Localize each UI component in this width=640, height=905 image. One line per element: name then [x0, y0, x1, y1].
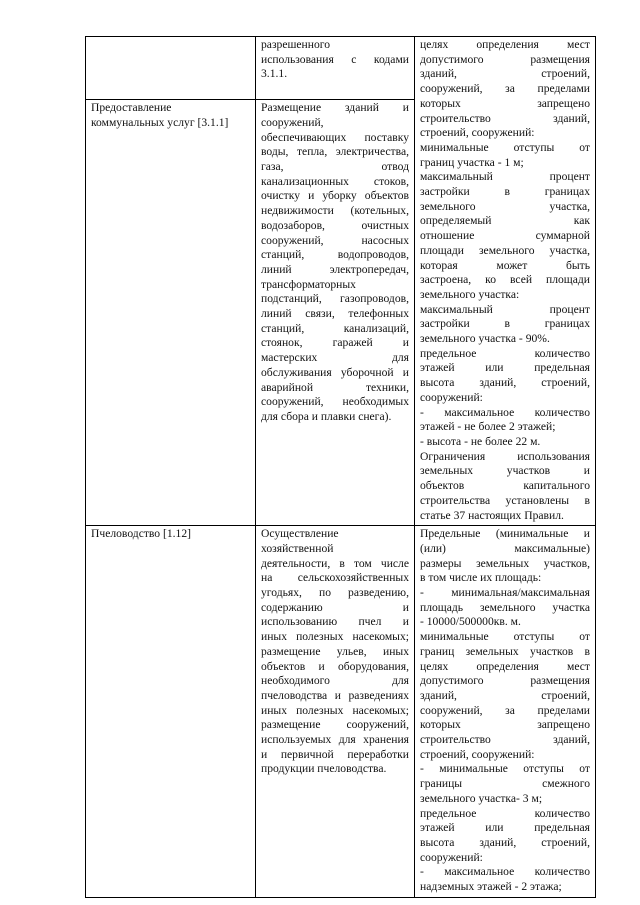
text-line: Пчеловодство [1.12] — [91, 527, 192, 541]
text-line: статье 37 настоящих Правил. — [420, 508, 564, 522]
text-line: линий электропередач, — [261, 262, 409, 276]
text-line: площади земельного участка, — [420, 243, 590, 257]
text-line: минимальные отступы от — [420, 140, 590, 154]
text-line: строений, сооружений: — [420, 747, 535, 761]
text-line: сооружений, за пределами — [420, 82, 590, 96]
land-use-parameters-cell — [415, 526, 596, 898]
text-line: которых запрещено — [420, 96, 590, 110]
parameter-paragraph — [420, 762, 590, 806]
text-line: строительства установлены в — [420, 493, 590, 507]
text-line: стоянок, гаражей и — [261, 336, 409, 350]
parameter-paragraph — [420, 406, 590, 435]
text-line: максимальный процент — [420, 302, 590, 316]
text-line: обслуживания уборочной и — [261, 365, 409, 379]
text-line: определяемый как — [420, 214, 590, 228]
text-line: предельное количество — [420, 346, 590, 360]
land-use-parameters-cell — [415, 37, 596, 526]
text-line: для сбора и плавки снега). — [261, 409, 392, 423]
text-line: максимальный процент — [420, 170, 590, 184]
text-line: надземных этажей - 2 этажа; — [420, 880, 562, 894]
text-line: размещение сооружений, — [261, 718, 409, 732]
text-line: сооружений, за пределами — [420, 703, 590, 717]
parameter-paragraph — [420, 38, 590, 141]
text-line: разрешенного — [261, 38, 331, 51]
text-line: очистку и уборку объектов — [261, 189, 409, 203]
text-line: хозяйственной — [261, 541, 334, 555]
text-line: Предоставление — [91, 101, 172, 115]
text-line: и первичной переработки — [261, 747, 409, 761]
text-line: трансформаторных — [261, 277, 356, 291]
parameter-paragraph — [420, 450, 590, 524]
text-line: сооружений: — [420, 390, 483, 404]
text-line: размеры земельных участков, — [420, 556, 590, 570]
text-line: - минимальная/максимальная — [420, 586, 590, 600]
text-line: площадь земельного участка — [420, 600, 590, 614]
land-use-name-cell — [86, 100, 256, 526]
text-line: линий связи, телефонных — [261, 307, 409, 321]
text-line: 3.1.1. — [261, 67, 288, 81]
text-line: границы смежного — [420, 777, 590, 791]
parameter-paragraph — [420, 586, 590, 630]
parameter-paragraph — [420, 527, 590, 586]
text-line: допустимого размещения — [420, 52, 590, 66]
text-line: коммунальных услуг [3.1.1] — [91, 115, 229, 129]
text-line: - 10000/500000кв. м. — [420, 615, 521, 629]
text-line: объектов и оборудования, — [261, 659, 409, 673]
text-line: станций, канализаций, — [261, 321, 409, 335]
text-line: мастерских для — [261, 351, 409, 365]
text-line: земельного участка: — [420, 287, 520, 301]
parameter-paragraph — [420, 435, 590, 450]
text-line: (или) максимальные) — [420, 541, 590, 555]
text-line: - максимальное количество — [420, 405, 590, 419]
text-line: застроена, ко всей площади — [420, 273, 590, 287]
text-line: станций, водопроводов, — [261, 248, 409, 262]
text-line: на сельскохозяйственных — [261, 571, 409, 585]
text-line: угодьях, по разведению, — [261, 586, 409, 600]
parameter-paragraph — [420, 141, 590, 170]
text-line: отношение суммарной — [420, 229, 590, 243]
text-line: сооружений, необходимых — [261, 395, 409, 409]
parameter-paragraph — [420, 170, 590, 302]
zoning-regulations-table — [85, 36, 596, 898]
text-line: строительство зданий, — [420, 733, 590, 747]
text-line: - максимальное количество — [420, 865, 590, 879]
land-use-name-cell — [86, 526, 256, 898]
text-line: иных полезных насекомых; — [261, 703, 409, 717]
text-line: объектов капитального — [420, 479, 590, 493]
text-line: границ участка - 1 м; — [420, 155, 524, 169]
text-line: пчеловодства и разведениях — [261, 688, 409, 702]
text-line: этажей или предельная — [420, 361, 590, 375]
text-line: использования с кодами — [261, 52, 409, 66]
text-line: недвижимости (котельных, — [261, 204, 409, 218]
text-line: высота зданий, строений, — [420, 835, 590, 849]
land-use-description-cell — [256, 100, 415, 526]
text-line: - высота - не более 22 м. — [420, 434, 541, 448]
text-line: земельного участка- 3 м; — [420, 791, 543, 805]
text-line: застройки в границах — [420, 185, 590, 199]
text-line: содержанию и — [261, 600, 409, 614]
text-line: Предельные (минимальные и — [420, 527, 590, 541]
text-line: земельного участка, — [420, 199, 590, 213]
text-line: строительство зданий, — [420, 111, 590, 125]
text-line: земельного участка - 90%. — [420, 332, 550, 346]
text-line: используемых для хранения — [261, 733, 409, 747]
text-line: подстанций, газопроводов, — [261, 292, 409, 306]
text-line: обеспечивающих поставку — [261, 130, 409, 144]
text-line: Размещение зданий и — [261, 101, 409, 115]
table-row — [86, 526, 596, 898]
text-line: водозаборов, очистных — [261, 218, 409, 232]
text-line: строений, сооружений: — [420, 126, 535, 140]
text-line: использованию пчел и — [261, 615, 409, 629]
text-line: которых запрещено — [420, 718, 590, 732]
parameter-paragraph — [420, 630, 590, 762]
text-line: размещение ульев, иных — [261, 644, 409, 658]
text-line: сооружений: — [420, 850, 483, 864]
text-line: канализационных стоков, — [261, 174, 409, 188]
text-line: в том числе их площадь: — [420, 571, 542, 585]
text-line: зданий, строений, — [420, 67, 590, 81]
text-line: застройки в границах — [420, 317, 590, 331]
text-line: сооружений, насосных — [261, 233, 409, 247]
text-line: допустимого размещения — [420, 674, 590, 688]
text-line: - минимальные отступы от — [420, 762, 590, 776]
text-line: сооружений, — [261, 115, 324, 129]
text-line: высота зданий, строений, — [420, 376, 590, 390]
text-line: земельных участков и — [420, 464, 590, 478]
text-line: деятельности, в том числе — [261, 556, 409, 570]
text-line: которая может быть — [420, 258, 590, 272]
parameter-paragraph — [420, 865, 590, 894]
text-line: воды, тепла, электричества, — [261, 145, 409, 159]
text-line: предельное количество — [420, 806, 590, 820]
text-line: Ограничения использования — [420, 449, 590, 463]
text-line: целях определения мест — [420, 659, 590, 673]
text-line: газа, отвод — [261, 160, 409, 174]
text-line: зданий, строений, — [420, 688, 590, 702]
text-line: целях определения мест — [420, 38, 590, 51]
parameter-paragraph — [420, 347, 590, 406]
text-line: аварийной техники, — [261, 380, 409, 394]
text-line: необходимого для — [261, 674, 409, 688]
parameter-paragraph — [420, 807, 590, 866]
parameter-paragraph — [420, 303, 590, 347]
text-line: этажей - не более 2 этажей; — [420, 420, 556, 434]
land-use-description-cell — [256, 37, 415, 100]
text-line: иных полезных насекомых; — [261, 630, 409, 644]
text-line: минимальные отступы от — [420, 630, 590, 644]
table-row — [86, 37, 596, 100]
text-line: этажей или предельная — [420, 821, 590, 835]
text-line: Осуществление — [261, 527, 339, 541]
text-line: границ земельных участков в — [420, 644, 590, 658]
land-use-description-cell — [256, 526, 415, 898]
land-use-name-cell — [86, 37, 256, 100]
text-line: продукции пчеловодства. — [261, 762, 387, 776]
